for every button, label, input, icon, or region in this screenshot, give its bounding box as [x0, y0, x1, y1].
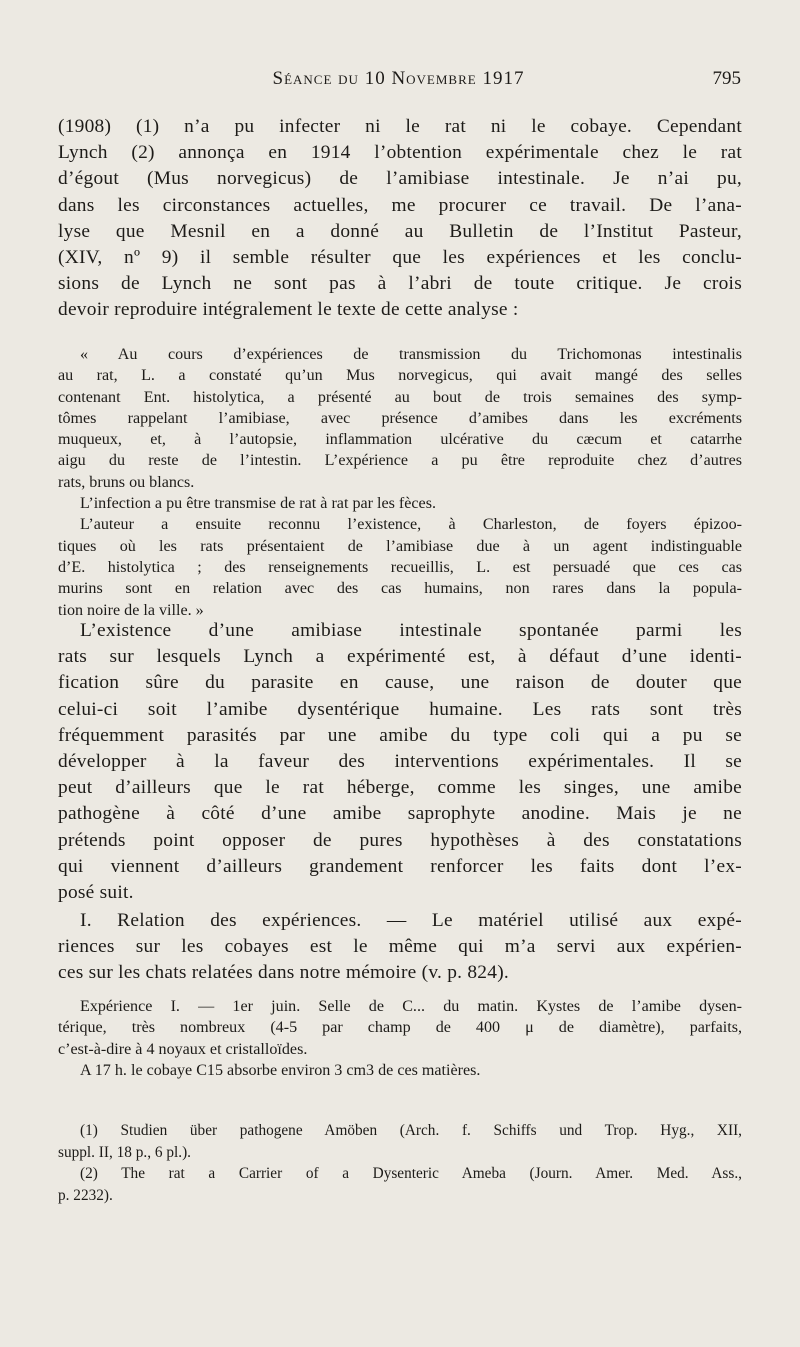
experience-line: A 17 h. le cobaye C15 absorbe environ 3 cm3 de ces matières.: [80, 1061, 481, 1079]
text-line: fication sûre du parasite en cause, une raison de douter que: [58, 672, 742, 694]
quote-line: tion noire de la ville. »: [58, 601, 204, 619]
text-line: dans les circonstances actuelles, me procurer ce travail. De l’ana-: [58, 194, 742, 216]
page-number: 795: [712, 68, 741, 89]
footnote-line: (1) Studien über pathogene Amöben (Arch. f. Schiffs und Trop. Hyg., XII,: [80, 1122, 742, 1139]
section-heading-line: I. Relation des expériences. — Le matériel utilisé aux expé-: [80, 910, 742, 931]
running-header: [56, 68, 741, 98]
text-line: (1908) (1) n’a pu infecter ni le rat ni le cobaye. Cependant: [58, 116, 742, 137]
experience-line: Expérience I. — 1er juin. Selle de C... du matin. Kystes de l’amibe dysen-: [80, 998, 742, 1015]
quote-line: d’E. histolytica ; des renseignements recueillis, L. est persuadé que ces cas: [58, 558, 742, 576]
text-line: d’égout (Mus norvegicus) de l’amibiase intestinale. Je n’ai pu,: [58, 168, 742, 190]
section-relation-des-experiences: [58, 908, 742, 987]
experience-line: c’est-à-dire à 4 noyaux et cristalloïdes.: [58, 1040, 308, 1058]
footnote-line: (2) The rat a Carrier of a Dysenteric Ameba (Journ. Amer. Med. Ass.,: [80, 1165, 742, 1182]
text-line: posé suit.: [58, 882, 134, 904]
text-line: (XIV, nº 9) il semble résulter que les expériences et les conclu-: [58, 247, 742, 269]
quote-line: contenant Ent. histolytica, a présenté au bout de trois semaines des symp-: [58, 388, 742, 406]
quote-line: tômes rappelant l’amibiase, avec présence d’amibes dans les excréments: [58, 409, 742, 427]
quote-line: aigu du reste de l’intestin. L’expérience a pu être reproduite chez d’autres: [58, 452, 742, 470]
quote-line: « Au cours d’expériences de transmission du Trichomonas intestinalis: [80, 346, 742, 363]
quote-line: muqueux, et, à l’autopsie, inflammation ulcérative du cæcum et catarrhe: [58, 431, 742, 449]
text-line: L’existence d’une amibiase intestinale spontanée parmi les: [80, 620, 742, 641]
text-line: sions de Lynch ne sont pas à l’abri de toute critique. Je crois: [58, 273, 742, 295]
quote-line: au rat, L. a constaté qu’un Mus norvegicus, qui avait mangé des selles: [58, 367, 742, 385]
quote-line: tiques où les rats présentaient de l’amibiase due à un agent indistinguable: [58, 537, 742, 555]
text-line: lyse que Mesnil en a donné au Bulletin de l’Institut Pasteur,: [58, 220, 742, 242]
footnotes: [58, 1120, 742, 1206]
paragraph-discussion: [58, 618, 742, 906]
text-line: rats sur lesquels Lynch a expérimenté est, à défaut d’une identi-: [58, 646, 742, 668]
text-line: Lynch (2) annonça en 1914 l’obtention expérimentale chez le rat: [58, 142, 742, 164]
experience-one: [58, 996, 742, 1081]
text-line: riences sur les cobayes est le même qui m’a servi aux expérien-: [58, 936, 742, 958]
text-line: celui-ci soit l’amibe dysentérique humaine. Les rats sont très: [58, 698, 742, 720]
experience-line: térique, très nombreux (4-5 par champ de 400 μ de diamètre), parfaits,: [58, 1019, 742, 1037]
text-line: prétends point opposer de pures hypothèses à des constatations: [58, 829, 742, 851]
paragraph-lynch-intro: [58, 114, 742, 324]
quote-line: murins sont en relation avec des cas humains, non rares dans la popula-: [58, 580, 742, 598]
text-line: qui viennent d’ailleurs grandement renforcer les faits dont l’ex-: [58, 855, 742, 877]
footnote-line: suppl. II, 18 p., 6 pl.).: [58, 1143, 191, 1161]
running-title: Séance du 10 Novembre 1917: [272, 68, 525, 89]
text-line: fréquemment parasités par une amibe du type coli qui a pu se: [58, 724, 742, 746]
quote-line: rats, bruns ou blancs.: [58, 473, 195, 491]
text-line: développer à la faveur des interventions expérimentales. Il se: [58, 751, 742, 773]
quoted-analysis: [58, 344, 742, 621]
text-line: ces sur les chats relatées dans notre mémoire (v. p. 824).: [58, 962, 509, 984]
quote-line: L’auteur a ensuite reconnu l’existence, à Charleston, de foyers épizoo-: [80, 516, 742, 534]
footnote-line: p. 2232).: [58, 1186, 113, 1204]
text-line: pathogène à côté d’une amibe saprophyte anodine. Mais je ne: [58, 803, 742, 825]
text-line: devoir reproduire intégralement le texte de cette analyse :: [58, 299, 519, 321]
text-line: peut d’ailleurs que le rat héberge, comme les singes, une amibe: [58, 777, 742, 799]
quote-line: L’infection a pu être transmise de rat à rat par les fèces.: [80, 495, 436, 513]
